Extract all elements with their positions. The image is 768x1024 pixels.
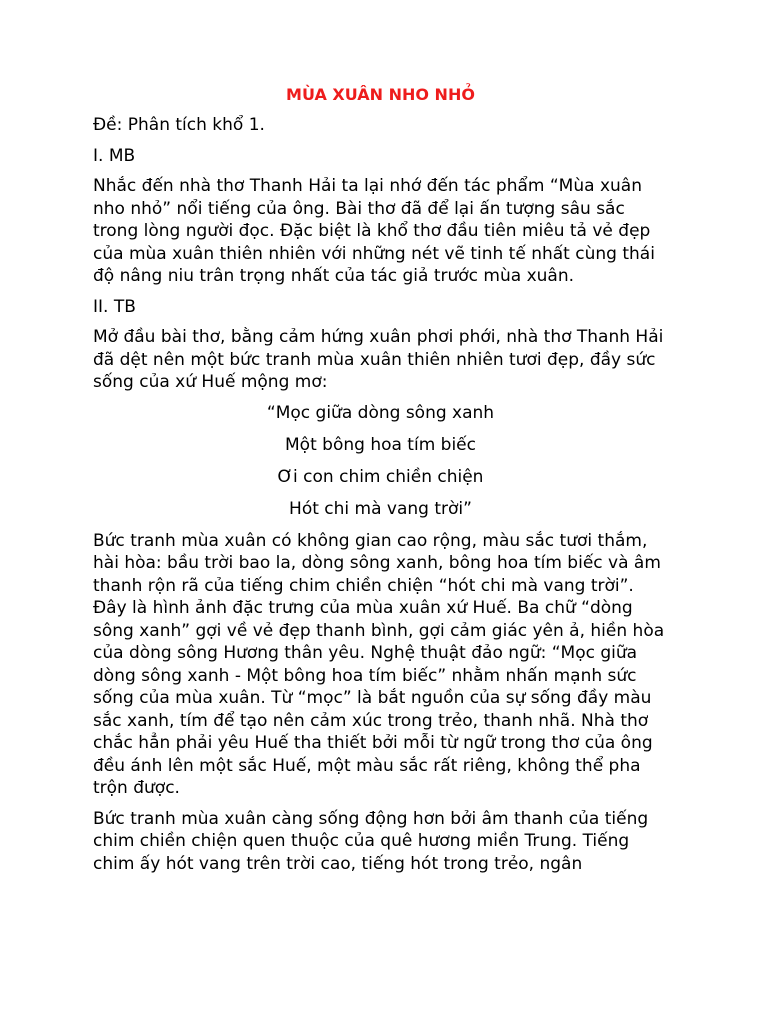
intro-paragraph: Nhắc đến nhà thơ Thanh Hải ta lại nhớ đến tác phẩm “Mùa xuân nho nhỏ” nổi tiếng của ông. Bài thơ đã để lại ấn tượng sâu sắc trong lòng người đọc. Đặc biệt là khổ thơ đầu tiên miêu tả vẻ đẹp của mùa xuân thiên nhiên với những nét vẽ tinh tế nhất cùng thái độ nâng niu trân trọng nhất của tác giả trước mùa xuân. (93, 176, 655, 286)
section-heading-body: II. TB (93, 296, 136, 317)
body-paragraph-2: Bức tranh mùa xuân có không gian cao rộng, màu sắc tươi thắm, hài hòa: bầu trời bao la, dòng sông xanh, bông hoa tím biếc và âm thanh rộn rã của tiếng chim chiền chiện “hót chi mà vang trời”. Đây là hình ảnh đặc trưng của mùa xuân xứ Huế. Ba chữ “dòng sông xanh” gợi về vẻ đẹp thanh bình, gợi cảm giác yên ả, hiền hòa của dòng sông Hương thân yêu. Nghệ thuật đảo ngữ: “Mọc giữa dòng sông xanh - Một bông hoa tím biếc” nhằm nhấn mạnh sức sống của mùa xuân. Từ “mọc” là bắt nguồn của sự sống đầy màu sắc xanh, tím để tạo nên cảm xúc trong trẻo, thanh nhã. Nhà thơ chắc hẳn phải yêu Huế tha thiết bởi mỗi từ ngữ trong thơ của ông đều ánh lên một sắc Huế, một màu sắc rất riêng, không thể pha trộn được. (93, 530, 665, 798)
document-title: MÙA XUÂN NHO NHỎ (286, 85, 475, 104)
poem-line: Ơi con chim chiền chiện (277, 466, 484, 487)
section-heading-intro: I. MB (93, 145, 136, 166)
poem-line: “Mọc giữa dòng sông xanh (266, 402, 495, 423)
poem-stanza (93, 402, 668, 521)
assignment-line: Đề: Phân tích khổ 1. (93, 115, 265, 135)
body-paragraph-3: Bức tranh mùa xuân càng sống động hơn bởi âm thanh của tiếng chim chiền chiện quen thuộc của quê hương miền Trung. Tiếng chim ấy hót vang trên trời cao, tiếng hót trong trẻo, ngân (93, 808, 649, 874)
poem-line: Một bông hoa tím biếc (285, 434, 476, 455)
body-paragraph-1: Mở đầu bài thơ, bằng cảm hứng xuân phơi phới, nhà thơ Thanh Hải đã dệt nên một bức tranh mùa xuân thiên nhiên tươi đẹp, đầy sức sống của xứ Huế mộng mơ: (93, 327, 664, 392)
poem-line: Hót chi mà vang trời” (289, 498, 472, 519)
